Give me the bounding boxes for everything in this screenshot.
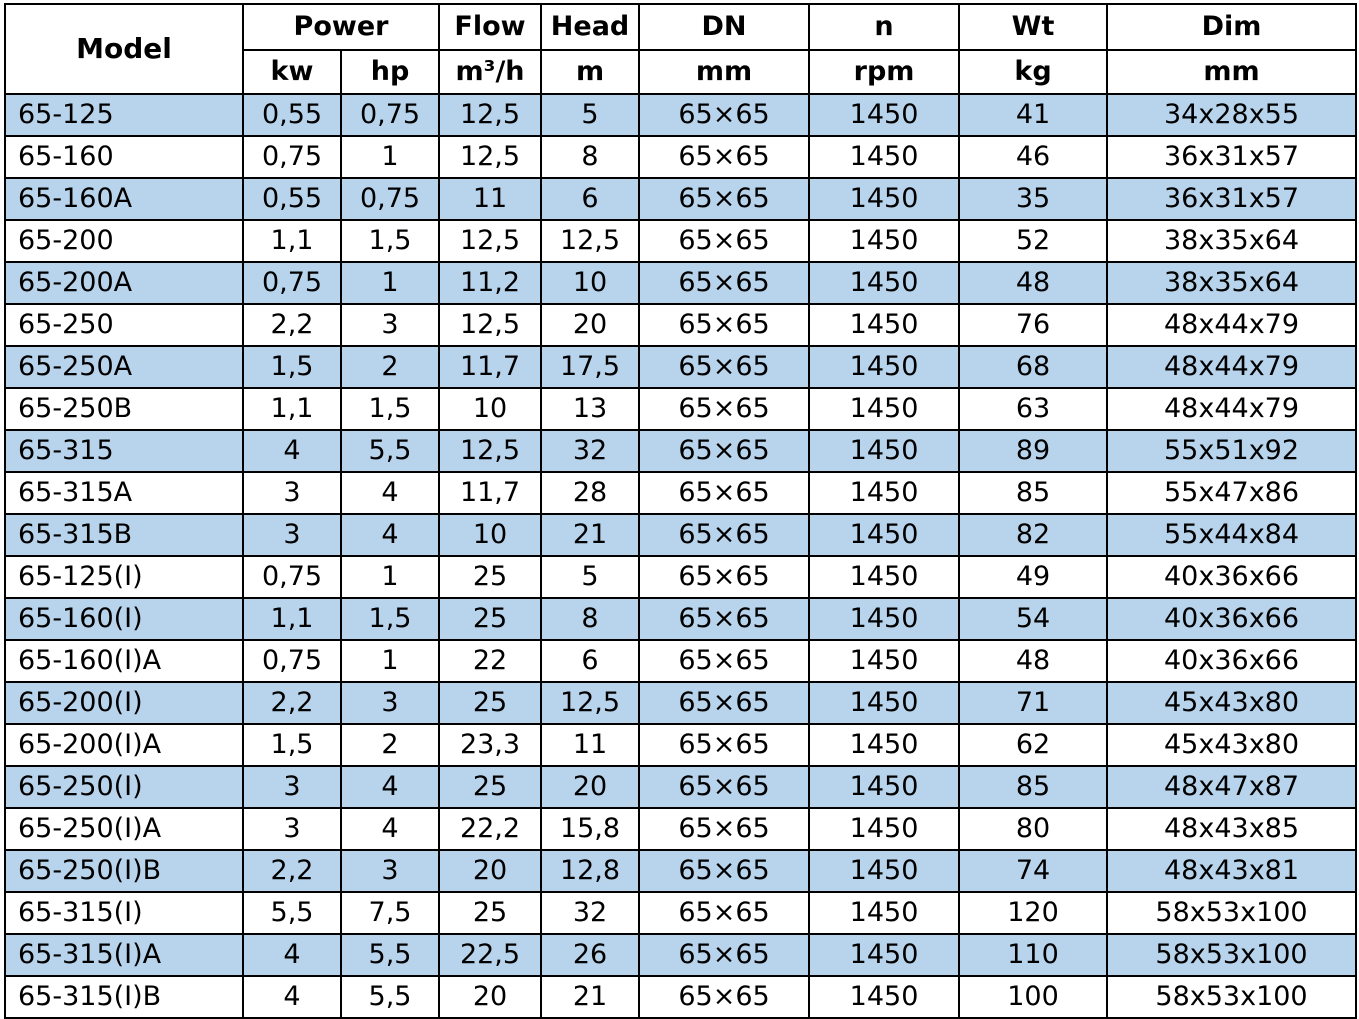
table-row (5, 388, 1356, 430)
cell-model: 65-315(I)B (5, 976, 243, 1018)
table-row (5, 94, 1356, 136)
cell-head: 5 (541, 94, 639, 136)
unit-header-dn: mm (639, 50, 809, 94)
cell-model: 65-250 (5, 304, 243, 346)
cell-n: 1450 (809, 220, 959, 262)
cell-n: 1450 (809, 304, 959, 346)
table-row (5, 136, 1356, 178)
cell-kw: 0,55 (243, 94, 341, 136)
cell-wt: 63 (959, 388, 1107, 430)
cell-model: 65-250(I)A (5, 808, 243, 850)
cell-head: 20 (541, 304, 639, 346)
cell-dim: 36x31x57 (1107, 136, 1356, 178)
cell-dim: 38x35x64 (1107, 262, 1356, 304)
cell-hp: 1 (341, 136, 439, 178)
cell-model: 65-200(I) (5, 682, 243, 724)
cell-model: 65-200A (5, 262, 243, 304)
cell-model: 65-250B (5, 388, 243, 430)
cell-wt: 71 (959, 682, 1107, 724)
cell-head: 13 (541, 388, 639, 430)
cell-n: 1450 (809, 262, 959, 304)
header-row-groups (5, 4, 1356, 50)
cell-kw: 0,75 (243, 136, 341, 178)
cell-dn: 65×65 (639, 262, 809, 304)
column-header-power: Power (243, 4, 439, 50)
cell-kw: 1,1 (243, 220, 341, 262)
column-header-dn: DN (639, 4, 809, 50)
table-row (5, 976, 1356, 1018)
cell-head: 5 (541, 556, 639, 598)
cell-model: 65-250(I) (5, 766, 243, 808)
cell-kw: 4 (243, 430, 341, 472)
cell-model: 65-250(I)B (5, 850, 243, 892)
cell-dim: 48x44x79 (1107, 346, 1356, 388)
cell-dn: 65×65 (639, 724, 809, 766)
cell-wt: 120 (959, 892, 1107, 934)
cell-n: 1450 (809, 808, 959, 850)
cell-n: 1450 (809, 388, 959, 430)
cell-head: 28 (541, 472, 639, 514)
cell-hp: 7,5 (341, 892, 439, 934)
cell-dn: 65×65 (639, 94, 809, 136)
table-row (5, 850, 1356, 892)
cell-dn: 65×65 (639, 472, 809, 514)
column-header-wt: Wt (959, 4, 1107, 50)
cell-dim: 58x53x100 (1107, 976, 1356, 1018)
cell-model: 65-160A (5, 178, 243, 220)
cell-kw: 3 (243, 766, 341, 808)
table-body (5, 94, 1356, 1018)
column-header-n: n (809, 4, 959, 50)
cell-dim: 58x53x100 (1107, 892, 1356, 934)
cell-n: 1450 (809, 766, 959, 808)
cell-head: 8 (541, 598, 639, 640)
cell-kw: 2,2 (243, 850, 341, 892)
cell-wt: 52 (959, 220, 1107, 262)
cell-hp: 0,75 (341, 94, 439, 136)
cell-dn: 65×65 (639, 304, 809, 346)
cell-wt: 46 (959, 136, 1107, 178)
cell-dn: 65×65 (639, 556, 809, 598)
cell-hp: 3 (341, 682, 439, 724)
cell-dn: 65×65 (639, 514, 809, 556)
cell-model: 65-125 (5, 94, 243, 136)
cell-head: 26 (541, 934, 639, 976)
table-row (5, 766, 1356, 808)
cell-n: 1450 (809, 682, 959, 724)
cell-n: 1450 (809, 136, 959, 178)
cell-hp: 4 (341, 766, 439, 808)
cell-flow: 10 (439, 514, 541, 556)
cell-head: 12,8 (541, 850, 639, 892)
cell-head: 20 (541, 766, 639, 808)
cell-hp: 3 (341, 850, 439, 892)
cell-head: 12,5 (541, 220, 639, 262)
cell-wt: 41 (959, 94, 1107, 136)
cell-dn: 65×65 (639, 892, 809, 934)
cell-hp: 1 (341, 262, 439, 304)
cell-flow: 10 (439, 388, 541, 430)
table-row (5, 682, 1356, 724)
cell-wt: 68 (959, 346, 1107, 388)
cell-hp: 5,5 (341, 934, 439, 976)
column-header-dim: Dim (1107, 4, 1356, 50)
cell-hp: 1,5 (341, 220, 439, 262)
cell-dim: 48x43x85 (1107, 808, 1356, 850)
cell-kw: 4 (243, 934, 341, 976)
cell-dim: 48x43x81 (1107, 850, 1356, 892)
cell-hp: 1,5 (341, 388, 439, 430)
unit-header-wt: kg (959, 50, 1107, 94)
cell-head: 11 (541, 724, 639, 766)
cell-dim: 45x43x80 (1107, 724, 1356, 766)
cell-head: 6 (541, 178, 639, 220)
cell-flow: 23,3 (439, 724, 541, 766)
cell-head: 8 (541, 136, 639, 178)
cell-dim: 55x47x86 (1107, 472, 1356, 514)
cell-n: 1450 (809, 94, 959, 136)
cell-wt: 48 (959, 262, 1107, 304)
cell-dim: 40x36x66 (1107, 556, 1356, 598)
table-header (5, 4, 1356, 94)
cell-flow: 25 (439, 766, 541, 808)
cell-hp: 1 (341, 640, 439, 682)
cell-flow: 12,5 (439, 304, 541, 346)
cell-flow: 12,5 (439, 220, 541, 262)
cell-head: 32 (541, 430, 639, 472)
cell-hp: 4 (341, 808, 439, 850)
cell-head: 32 (541, 892, 639, 934)
cell-kw: 4 (243, 976, 341, 1018)
cell-dim: 34x28x55 (1107, 94, 1356, 136)
cell-flow: 25 (439, 598, 541, 640)
cell-n: 1450 (809, 934, 959, 976)
cell-flow: 25 (439, 682, 541, 724)
cell-dn: 65×65 (639, 178, 809, 220)
table-row (5, 430, 1356, 472)
column-header-flow: Flow (439, 4, 541, 50)
cell-hp: 1 (341, 556, 439, 598)
cell-flow: 22,5 (439, 934, 541, 976)
cell-dn: 65×65 (639, 346, 809, 388)
cell-model: 65-315B (5, 514, 243, 556)
unit-header-hp: hp (341, 50, 439, 94)
table-row (5, 892, 1356, 934)
cell-kw: 1,1 (243, 598, 341, 640)
cell-flow: 20 (439, 976, 541, 1018)
cell-hp: 2 (341, 346, 439, 388)
cell-dn: 65×65 (639, 136, 809, 178)
cell-kw: 2,2 (243, 682, 341, 724)
cell-head: 6 (541, 640, 639, 682)
unit-header-dim: mm (1107, 50, 1356, 94)
cell-dim: 58x53x100 (1107, 934, 1356, 976)
table-row (5, 640, 1356, 682)
cell-dim: 55x44x84 (1107, 514, 1356, 556)
table-row (5, 346, 1356, 388)
unit-header-kw: kw (243, 50, 341, 94)
cell-model: 65-160 (5, 136, 243, 178)
cell-wt: 49 (959, 556, 1107, 598)
cell-dn: 65×65 (639, 598, 809, 640)
cell-model: 65-160(I)A (5, 640, 243, 682)
cell-flow: 12,5 (439, 136, 541, 178)
cell-flow: 12,5 (439, 94, 541, 136)
cell-model: 65-250A (5, 346, 243, 388)
cell-dn: 65×65 (639, 640, 809, 682)
cell-head: 21 (541, 976, 639, 1018)
column-header-head: Head (541, 4, 639, 50)
cell-head: 10 (541, 262, 639, 304)
cell-head: 15,8 (541, 808, 639, 850)
table-row (5, 220, 1356, 262)
table-row (5, 556, 1356, 598)
cell-wt: 54 (959, 598, 1107, 640)
cell-wt: 110 (959, 934, 1107, 976)
cell-dim: 38x35x64 (1107, 220, 1356, 262)
cell-model: 65-200 (5, 220, 243, 262)
cell-kw: 0,75 (243, 640, 341, 682)
cell-n: 1450 (809, 976, 959, 1018)
cell-flow: 22,2 (439, 808, 541, 850)
cell-wt: 48 (959, 640, 1107, 682)
cell-dn: 65×65 (639, 976, 809, 1018)
unit-header-head: m (541, 50, 639, 94)
cell-flow: 20 (439, 850, 541, 892)
cell-hp: 4 (341, 514, 439, 556)
cell-head: 12,5 (541, 682, 639, 724)
table-row (5, 724, 1356, 766)
cell-wt: 82 (959, 514, 1107, 556)
unit-header-flow: m³/h (439, 50, 541, 94)
cell-kw: 3 (243, 514, 341, 556)
cell-flow: 12,5 (439, 430, 541, 472)
cell-flow: 22 (439, 640, 541, 682)
cell-n: 1450 (809, 178, 959, 220)
cell-n: 1450 (809, 430, 959, 472)
cell-wt: 80 (959, 808, 1107, 850)
cell-dn: 65×65 (639, 934, 809, 976)
cell-dim: 40x36x66 (1107, 598, 1356, 640)
cell-kw: 3 (243, 472, 341, 514)
cell-model: 65-315(I) (5, 892, 243, 934)
cell-dn: 65×65 (639, 220, 809, 262)
table-row (5, 304, 1356, 346)
table-row (5, 934, 1356, 976)
cell-wt: 35 (959, 178, 1107, 220)
cell-dim: 48x44x79 (1107, 304, 1356, 346)
cell-model: 65-200(I)A (5, 724, 243, 766)
cell-flow: 11,7 (439, 472, 541, 514)
cell-n: 1450 (809, 640, 959, 682)
cell-dim: 45x43x80 (1107, 682, 1356, 724)
table-row (5, 262, 1356, 304)
cell-model: 65-125(I) (5, 556, 243, 598)
cell-dn: 65×65 (639, 430, 809, 472)
cell-head: 17,5 (541, 346, 639, 388)
table-row (5, 514, 1356, 556)
cell-dim: 55x51x92 (1107, 430, 1356, 472)
cell-flow: 11,7 (439, 346, 541, 388)
cell-kw: 0,55 (243, 178, 341, 220)
cell-n: 1450 (809, 850, 959, 892)
cell-hp: 5,5 (341, 976, 439, 1018)
cell-flow: 25 (439, 556, 541, 598)
cell-kw: 5,5 (243, 892, 341, 934)
cell-model: 65-315 (5, 430, 243, 472)
pump-specification-table (4, 3, 1357, 1019)
cell-n: 1450 (809, 346, 959, 388)
cell-model: 65-315(I)A (5, 934, 243, 976)
cell-n: 1450 (809, 724, 959, 766)
cell-dim: 48x47x87 (1107, 766, 1356, 808)
cell-flow: 11 (439, 178, 541, 220)
cell-hp: 2 (341, 724, 439, 766)
cell-model: 65-315A (5, 472, 243, 514)
cell-wt: 100 (959, 976, 1107, 1018)
cell-model: 65-160(I) (5, 598, 243, 640)
cell-hp: 3 (341, 304, 439, 346)
cell-dn: 65×65 (639, 808, 809, 850)
cell-head: 21 (541, 514, 639, 556)
cell-n: 1450 (809, 892, 959, 934)
cell-dn: 65×65 (639, 388, 809, 430)
table-row (5, 808, 1356, 850)
column-header-model: Model (5, 4, 243, 94)
cell-wt: 85 (959, 766, 1107, 808)
cell-wt: 62 (959, 724, 1107, 766)
cell-dn: 65×65 (639, 766, 809, 808)
table-row (5, 472, 1356, 514)
table-row (5, 598, 1356, 640)
cell-hp: 1,5 (341, 598, 439, 640)
cell-wt: 74 (959, 850, 1107, 892)
cell-kw: 1,1 (243, 388, 341, 430)
cell-dim: 36x31x57 (1107, 178, 1356, 220)
cell-dim: 48x44x79 (1107, 388, 1356, 430)
cell-hp: 0,75 (341, 178, 439, 220)
cell-wt: 76 (959, 304, 1107, 346)
cell-kw: 1,5 (243, 346, 341, 388)
cell-kw: 0,75 (243, 262, 341, 304)
cell-hp: 5,5 (341, 430, 439, 472)
cell-n: 1450 (809, 472, 959, 514)
cell-kw: 2,2 (243, 304, 341, 346)
cell-flow: 11,2 (439, 262, 541, 304)
cell-flow: 25 (439, 892, 541, 934)
cell-kw: 0,75 (243, 556, 341, 598)
cell-n: 1450 (809, 556, 959, 598)
cell-wt: 85 (959, 472, 1107, 514)
cell-kw: 1,5 (243, 724, 341, 766)
table-row (5, 178, 1356, 220)
cell-n: 1450 (809, 598, 959, 640)
cell-wt: 89 (959, 430, 1107, 472)
cell-kw: 3 (243, 808, 341, 850)
cell-dim: 40x36x66 (1107, 640, 1356, 682)
cell-n: 1450 (809, 514, 959, 556)
cell-dn: 65×65 (639, 850, 809, 892)
unit-header-n: rpm (809, 50, 959, 94)
cell-dn: 65×65 (639, 682, 809, 724)
cell-hp: 4 (341, 472, 439, 514)
